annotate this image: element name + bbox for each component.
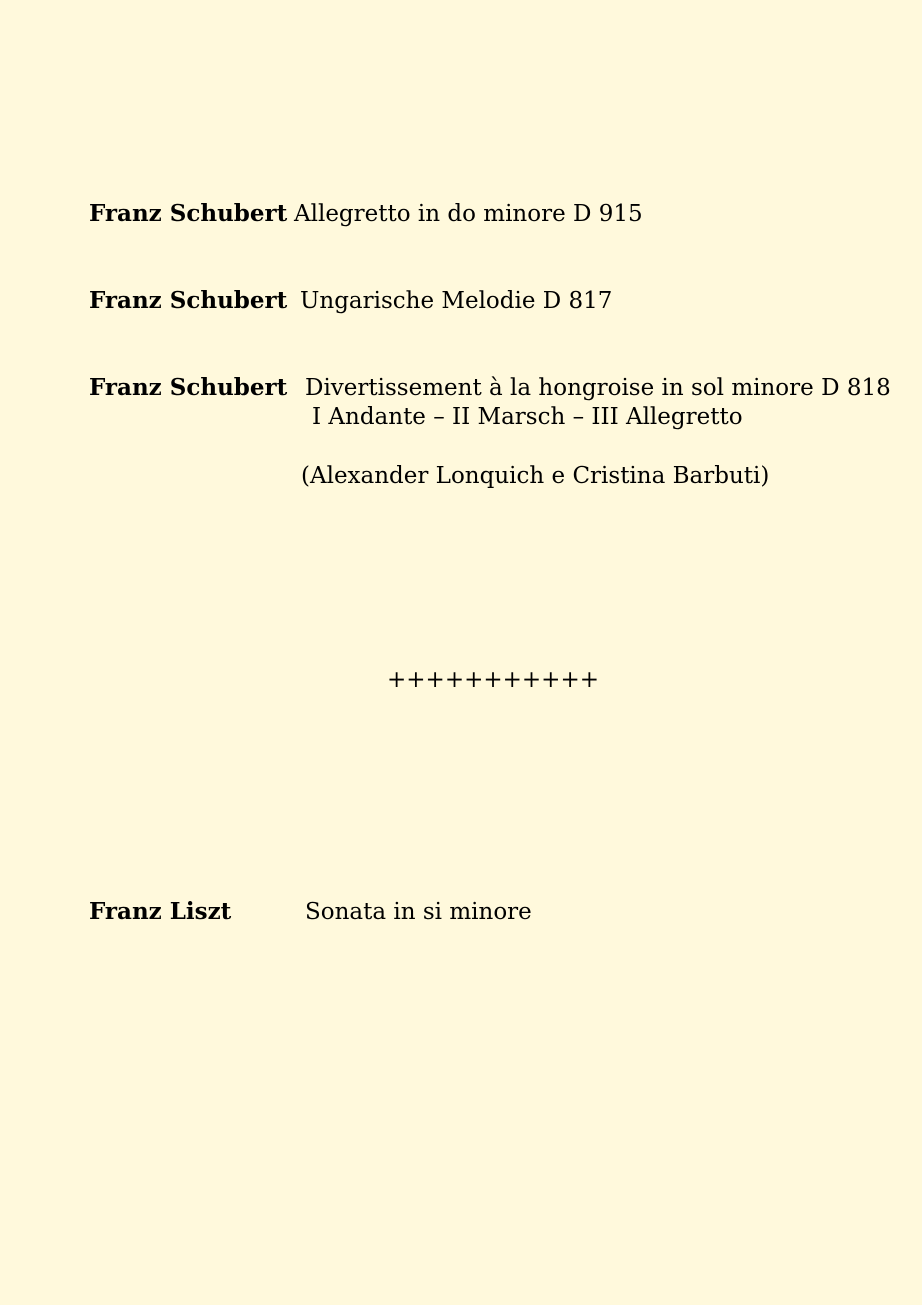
- work-3-movements: I Andante – II Marsch – III Allegretto: [312, 404, 743, 430]
- composer-1: Franz Schubert: [89, 200, 288, 227]
- work-2: Ungarische Melodie D 817: [300, 288, 613, 314]
- work-3: Divertissement à la hongroise in sol minore D 818: [305, 375, 891, 401]
- work-4: Sonata in si minore: [305, 899, 532, 925]
- performers: (Alexander Lonquich e Cristina Barbuti): [301, 463, 770, 489]
- composer-3: Franz Schubert: [89, 374, 288, 401]
- composer-4: Franz Liszt: [89, 898, 232, 925]
- composer-2: Franz Schubert: [89, 287, 288, 314]
- separator: +++++++++++: [387, 667, 599, 693]
- work-1: Allegretto in do minore D 915: [294, 201, 643, 227]
